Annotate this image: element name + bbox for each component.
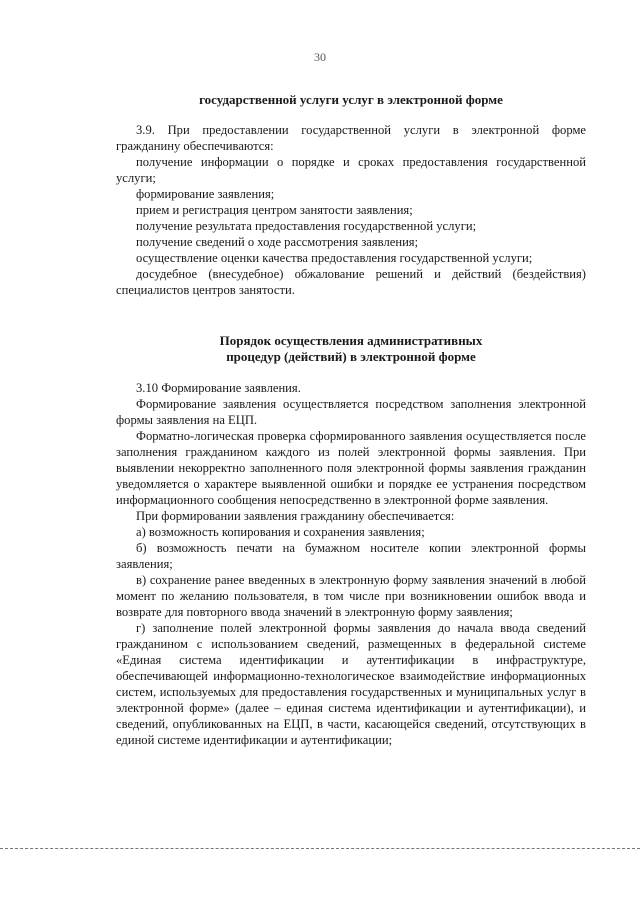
section-heading-procedures — [116, 333, 586, 365]
section-heading-procedures-line1: Порядок осуществления административных — [219, 333, 483, 348]
list-item: получение сведений о ходе рассмотрения заявления; — [136, 235, 419, 249]
list-item: б) возможность печати на бумажном носителе копии электронной формы заявления; — [116, 541, 586, 571]
section-3-10-body — [116, 380, 586, 748]
section-heading-electronic-form: государственной услуги услуг в электронной форме — [199, 92, 503, 107]
list-item: получение информации о порядке и сроках предоставления государственной услуги; — [116, 155, 586, 185]
list-item: досудебное (внесудебное) обжалование решений и действий (бездействия) специалистов центров занятости. — [116, 267, 586, 297]
list-item: а) возможность копирования и сохранения заявления; — [136, 525, 425, 539]
list-item: формирование заявления; — [136, 187, 275, 201]
paragraph-3-9-intro: 3.9. При предоставлении государственной услуги в электронной форме гражданину обеспечиваются: — [116, 123, 586, 153]
list-item: в) сохранение ранее введенных в электронную форму заявления значений в любой момент по желанию пользователя, в том числе при возникновении ошибок ввода и возврате для повторного ввода значений в электронную форму заявления; — [116, 573, 586, 619]
page-bottom-divider — [0, 848, 640, 849]
section-3-9-body — [116, 122, 586, 298]
list-item: прием и регистрация центром занятости заявления; — [136, 203, 413, 217]
paragraph: Формирование заявления осуществляется посредством заполнения электронной формы заявления на ЕЦП. — [116, 397, 586, 427]
paragraph: При формировании заявления гражданину обеспечивается: — [136, 509, 455, 523]
section-heading-procedures-line2: процедур (действий) в электронной форме — [226, 349, 476, 364]
paragraph-3-10-title: 3.10 Формирование заявления. — [136, 381, 301, 395]
list-item: получение результата предоставления государственной услуги; — [136, 219, 477, 233]
list-item: г) заполнение полей электронной формы заявления до начала ввода сведений гражданином с использованием сведений, размещенных в федеральной системе «Единая система идентификации и аутентификации в инфраструктуре, обеспечивающей информационно-технологическое взаимодействие информационных систем, используемых для предоставления государственных и муниципальных услуг в электронной форме» (далее – единая система идентификации и аутентификации), и сведений, опубликованных на ЕЦП, в части, касающейся сведений, отсутствующих в единой системе идентификации и аутентификации; — [116, 621, 586, 747]
paragraph: Форматно-логическая проверка сформированного заявления осуществляется после заполнения гражданином каждого из полей электронной формы заявления. При выявлении некорректно заполненного поля электронной формы заявления гражданин уведомляется о характере выявленной ошибки и порядке ее устранения посредством информационного сообщения непосредственно в электронной форме заявления. — [116, 429, 586, 507]
page-number: 30 — [314, 50, 326, 64]
list-item: осуществление оценки качества предоставления государственной услуги; — [136, 251, 533, 265]
